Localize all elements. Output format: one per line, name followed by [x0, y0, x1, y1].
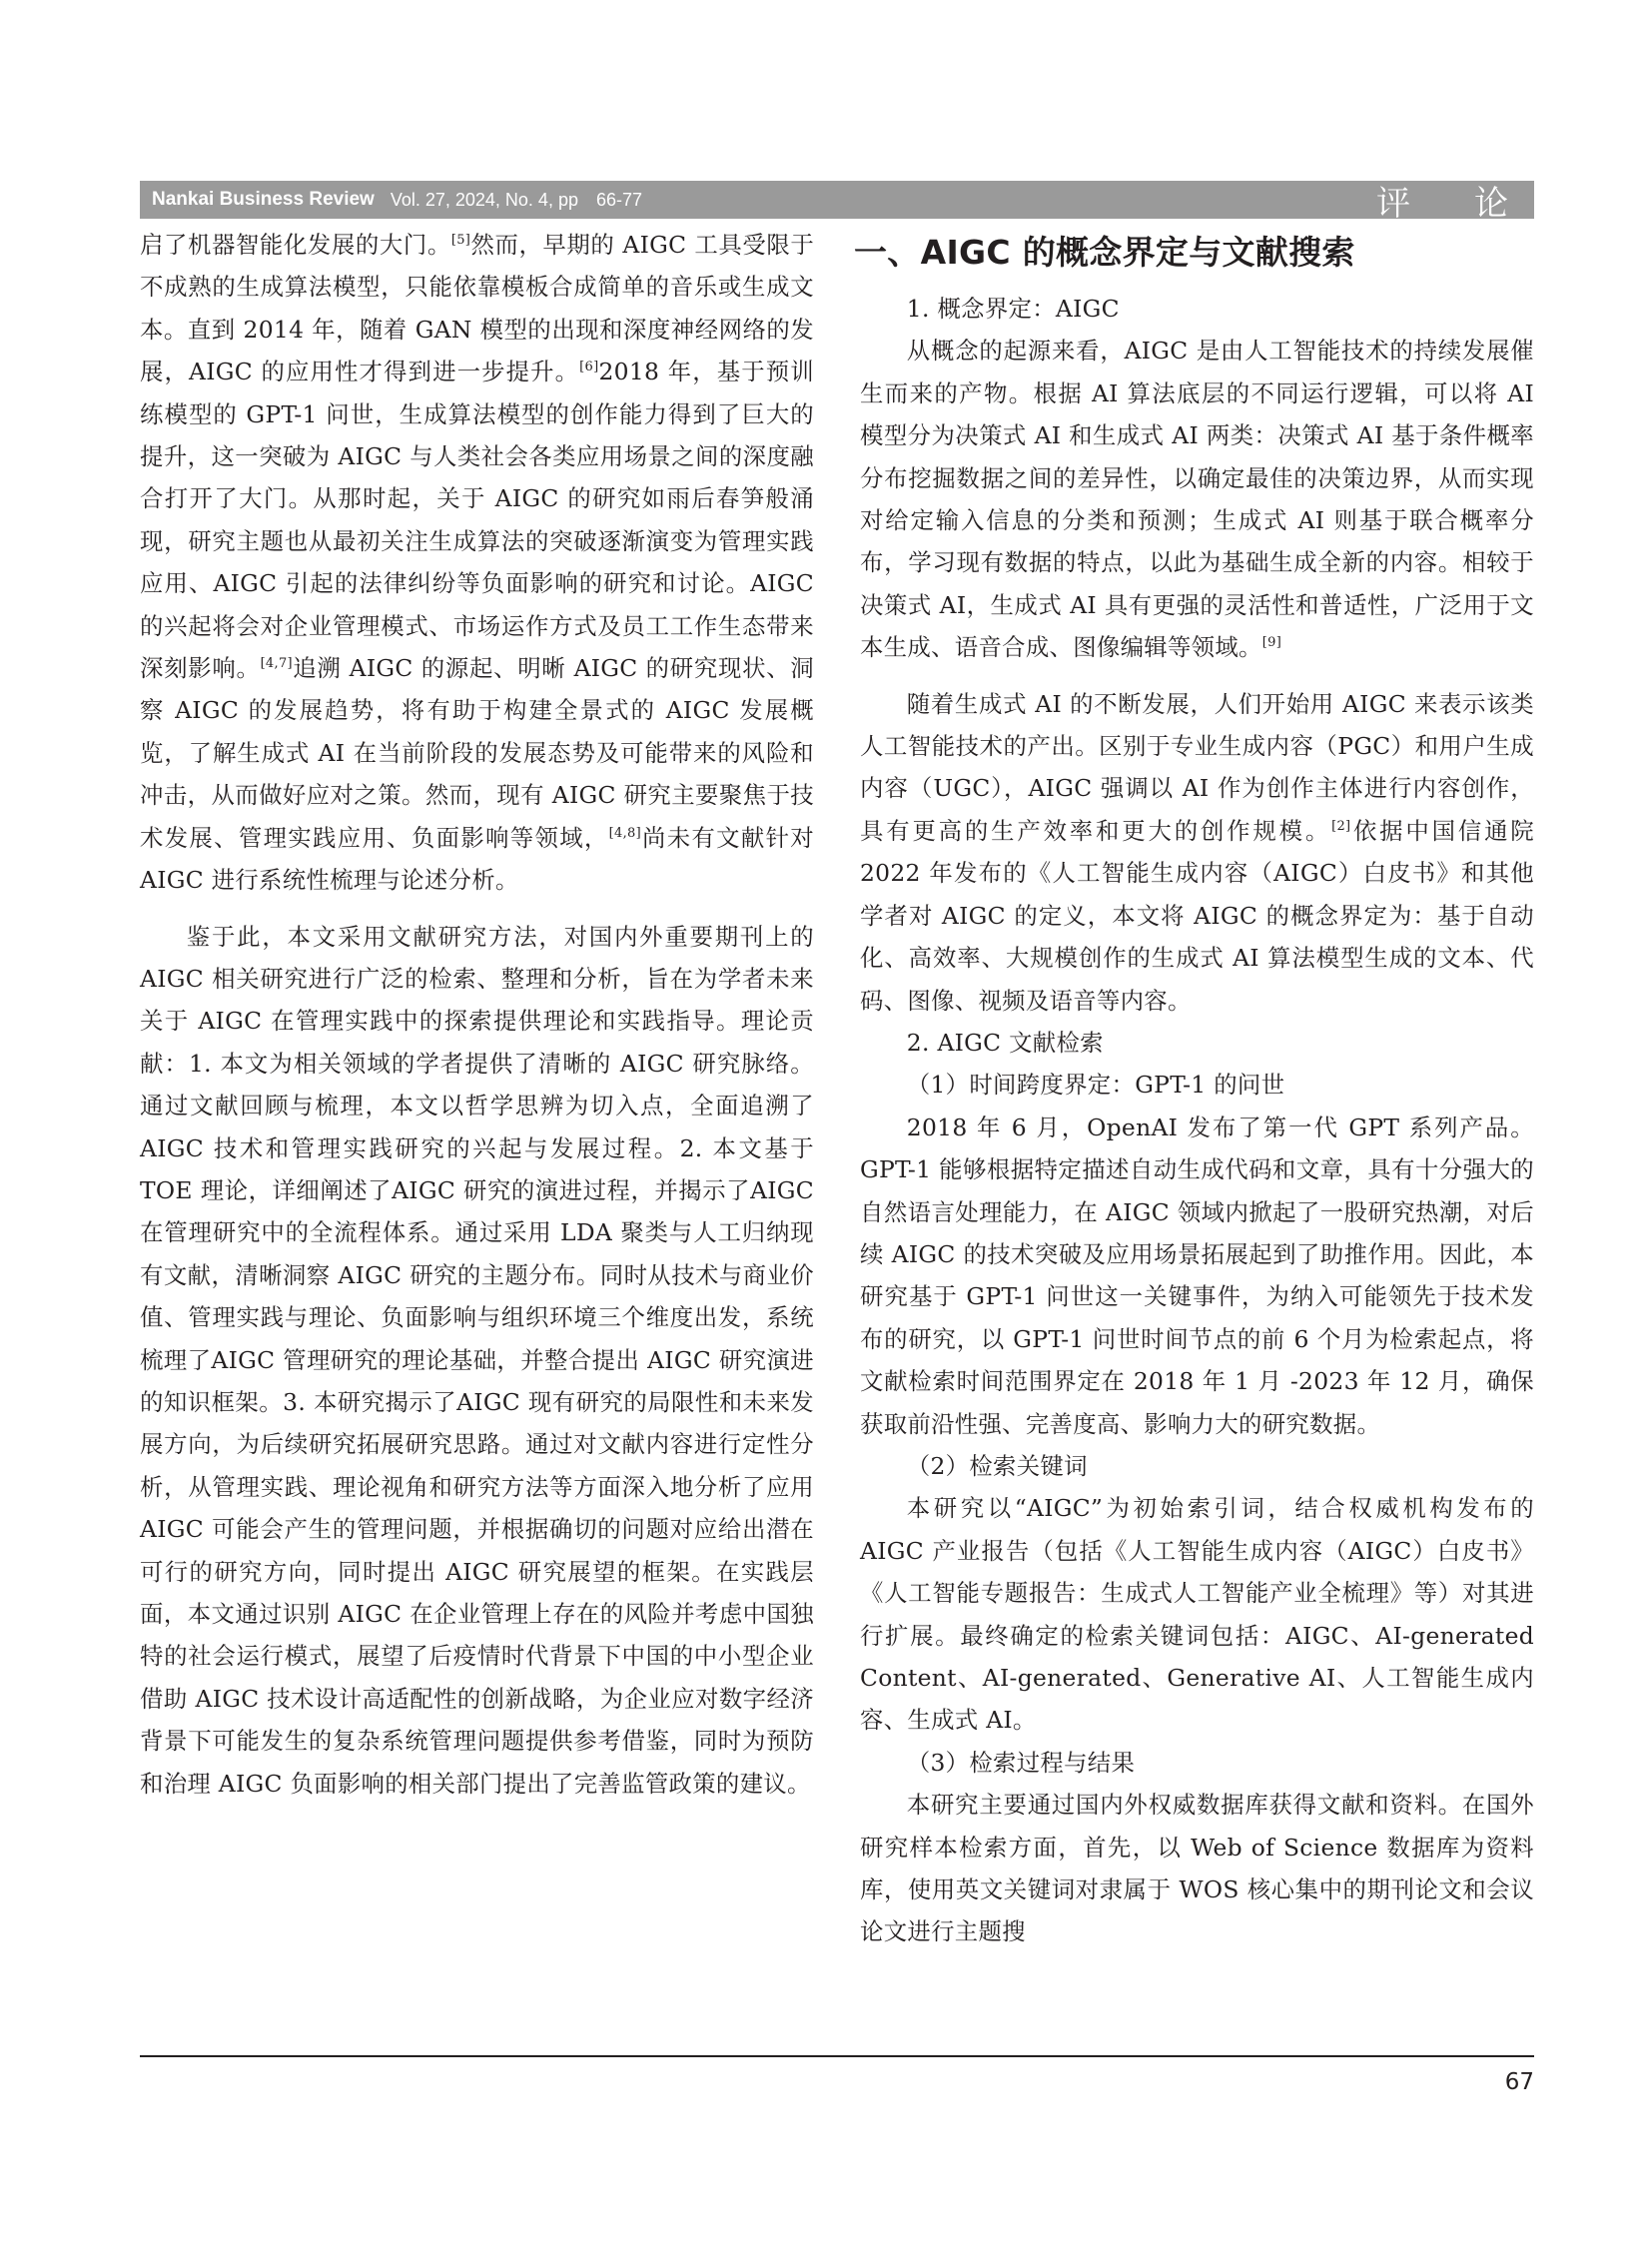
subsection-heading-1: 1. 概念界定：AIGC: [906, 295, 1120, 323]
paragraph-1: 启了机器智能化发展的大门。[5]然而，早期的 AIGC 工具受限于不成熟的生成算法模型，只能依靠模板合成简单的音乐或生成文本。直到 2014 年，随着 GAN 模型的出现和深度神经网络的发展，AIGC 的应用性才得到进一步提升。[6]2018 年，基于预训练模型的 GPT-1 问世，生成算法模型的创作能力得到了巨大的提升，这一突破为 AIGC 与人类社会各类应用场景之间的深度融合打开了大门。从那时起，关于 AIGC 的研究如雨后春笋般涌现，研究主题也从最初关注生成算法的突破逐渐演变为管理实践应用、AIGC 引起的法律纠纷等负面影响的研究和讨论。AIGC 的兴起将会对企业管理模式、市场运作方式及员工工作生态带来深刻影响。[4,7]追溯 AIGC 的源起、明晰 AIGC 的研究现状、洞察 AIGC 的发展趋势，将有助于构建全景式的 AIGC 发展概览，了解生成式 AI 在当前阶段的发展态势及可能带来的风险和冲击，从而做好应对之策。然而，现有 AIGC 研究主要聚焦于技术发展、管理实践应用、负面影响等领域，[4,8]尚未有文献针对 AIGC 进行系统性梳理与论述分析。: [140, 231, 815, 895]
citation: [4,7]: [260, 656, 293, 672]
subsection-heading-2-2: （2）检索关键词: [906, 1451, 1088, 1480]
paragraph-2: 鉴于此，本文采用文献研究方法，对国内外重要期刊上的 AIGC 相关研究进行广泛的检索、整理和分析，旨在为学者未来关于 AIGC 在管理实践中的探索提供理论和实践指导。理论贡献：1. 本文为相关领域的学者提供了清晰的 AIGC 研究脉络。通过文献回顾与梳理，本文以哲学思辨为切入点，全面追溯了AIGC 技术和管理实践研究的兴起与发展过程。2. 本文基于 TOE 理论，详细阐述了AIGC 研究的演进过程，并揭示了AIGC 在管理研究中的全流程体系。通过采用 LDA 聚类与人工归纳现有文献，清晰洞察 AIGC 研究的主题分布。同时从技术与商业价值、管理实践与理论、负面影响与组织环境三个维度出发，系统梳理了AIGC 管理研究的理论基础，并整合提出 AIGC 研究演进的知识框架。3. 本研究揭示了AIGC 现有研究的局限性和未来发展方向，为后续研究拓展研究思路。通过对文献内容进行定性分析，从管理实践、理论视角和研究方法等方面深入地分析了应用 AIGC 可能会产生的管理问题，并根据确切的问题对应给出潜在可行的研究方向，同时提出 AIGC 研究展望的框架。在实践层面，本文通过识别 AIGC 在企业管理上存在的风险并考虑中国独特的社会运行模式，展望了后疫情时代背景下中国的中小型企业借助 AIGC 技术设计高适配性的创新战略，为企业应对数字经济背景下可能发生的复杂系统管理问题提供参考借鉴，同时为预防和治理 AIGC 负面影响的相关部门提出了完善监管政策的建议。: [140, 922, 814, 1798]
section-heading: 一、AIGC 的概念界定与文献搜索: [854, 233, 1355, 272]
citation: [4,8]: [608, 825, 641, 841]
journal-name: Nankai Business Review: [152, 189, 375, 210]
page-range: 66-77: [595, 189, 643, 210]
paragraph-5: 2018 年 6 月，OpenAI 发布了第一代 GPT 系列产品。GPT-1 能够根据特定描述自动生成代码和文章，具有十分强大的自然语言处理能力，在 AIGC 领域内掀起了一股研究热潮，对后续 AIGC 的技术突破及应用场景拓展起到了助推作用。因此，本研究基于 GPT-1 问世这一关键事件，为纳入可能领先于技术发布的研究，以 GPT-1 问世时间节点的前 6 个月为检索起点，将文献检索时间范围界定在 2018 年 1 月 -2023 年 12 月，确保获取前沿性强、完善度高、影响力大的研究数据。: [860, 1113, 1534, 1438]
subsection-heading-2-1: （1）时间跨度界定：GPT-1 的问世: [906, 1071, 1285, 1100]
volume-info: Vol. 27, 2024, No. 4, pp: [390, 189, 578, 210]
page-number: 67: [1504, 2069, 1534, 2095]
paragraph-7: 本研究主要通过国内外权威数据库获得文献和资料。在国外研究样本检索方面，首先，以 Web of Science 数据库为资料库，使用英文关键词对隶属于 WOS 核心集中的期刊论文和会议论文进行主题搜: [860, 1791, 1534, 1946]
paragraph-3: 从概念的起源来看，AIGC 是由人工智能技术的持续发展催生而来的产物。根据 AI 算法底层的不同运行逻辑，可以将 AI 模型分为决策式 AI 和生成式 AI 两类：决策式 AI 基于条件概率分布挖掘数据之间的差异性，以确定最佳的决策边界，从而实现对给定输入信息的分类和预测；生成式 AI 则基于联合概率分布，学习现有数据的特点，以此为基础生成全新的内容。相较于决策式 AI，生成式 AI 具有更强的灵活性和普适性，广泛用于文本生成、语音合成、图像编辑等领域。[9]: [860, 337, 1534, 662]
citation: [5]: [450, 233, 471, 248]
subsection-heading-2-3: （3）检索过程与结果: [906, 1748, 1136, 1777]
footer-rule: [140, 2055, 1534, 2057]
citation: [9]: [1261, 635, 1282, 651]
section-tag: 评论: [1376, 183, 1572, 224]
citation: [6]: [579, 360, 599, 375]
right-column: [854, 228, 1534, 1953]
paragraph-6: 本研究以“AIGC”为初始索引词，结合权威机构发布的 AIGC 产业报告（包括《人工智能生成内容（AIGC）白皮书》《人工智能专题报告：生成式人工智能产业全梳理》等）对其进行扩展。最终确定的检索关键词包括：AIGC、AI-generated Content、AI-generated、Generative AI、人工智能生成内容、生成式 AI。: [860, 1494, 1534, 1735]
running-header: [140, 181, 1572, 224]
subsection-heading-2: 2. AIGC 文献检索: [906, 1028, 1104, 1057]
left-column: [140, 224, 814, 1805]
citation: [2]: [1331, 818, 1351, 834]
paragraph-4: 随着生成式 AI 的不断发展，人们开始用 AIGC 来表示该类人工智能技术的产出。区别于专业生成内容（PGC）和用户生成内容（UGC），AIGC 强调以 AI 作为创作主体进行内容创作，具有更高的生产效率和更大的创作规模。[2]依据中国信通院 2022 年发布的《人工智能生成内容（AIGC）白皮书》和其他学者对 AIGC 的定义，本文将 AIGC 的概念界定为：基于自动化、高效率、大规模创作的生成式 AI 算法模型生成的文本、代码、图像、视频及语音等内容。: [860, 689, 1534, 1015]
